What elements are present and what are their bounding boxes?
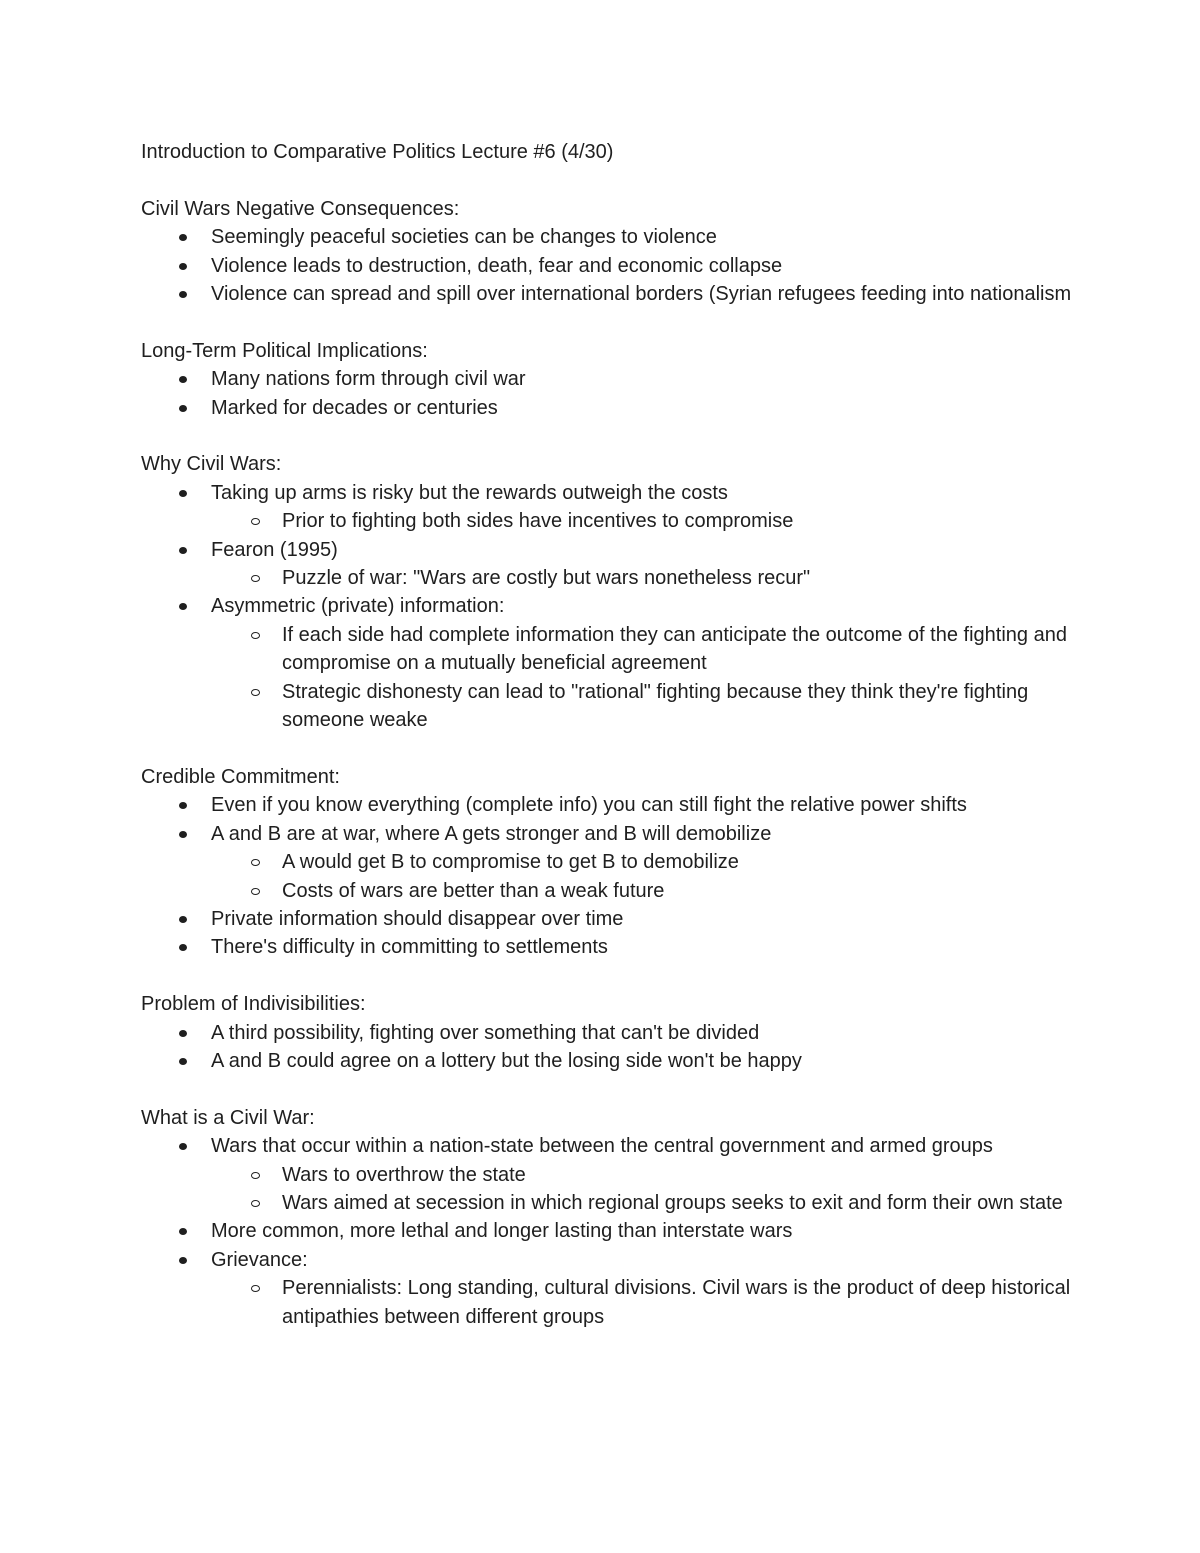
list-item-text: A third possibility, fighting over something that can't be divided bbox=[211, 1021, 760, 1044]
list-item-row bbox=[141, 479, 1101, 507]
section-heading: Problem of Indivisibilities: bbox=[141, 993, 366, 1016]
sub-list-item-row bbox=[141, 564, 1101, 592]
document-page bbox=[141, 138, 1101, 1331]
list-item-row bbox=[141, 1132, 1101, 1160]
sub-list-item-row bbox=[141, 1189, 1101, 1217]
list-item bbox=[141, 1217, 1101, 1245]
sub-bullet-list bbox=[141, 1274, 1101, 1331]
hollow-bullet-icon bbox=[251, 859, 260, 866]
list-item bbox=[141, 394, 1101, 422]
list-item bbox=[141, 820, 1101, 905]
list-item bbox=[141, 280, 1101, 308]
list-item-row bbox=[141, 280, 1101, 308]
sub-list-item-text: Strategic dishonesty can lead to "rational" fighting because they think they're fighting someone weake bbox=[282, 680, 1029, 732]
sub-list-item-row bbox=[141, 621, 1101, 678]
filled-bullet-icon bbox=[179, 234, 187, 241]
sub-list-item bbox=[141, 678, 1101, 735]
list-item-text: Seemingly peaceful societies can be changes to violence bbox=[211, 226, 717, 249]
list-item-row bbox=[141, 791, 1101, 819]
list-item-text: Fearon (1995) bbox=[211, 538, 338, 561]
list-item-row bbox=[141, 252, 1101, 280]
list-item-text: Many nations form through civil war bbox=[211, 368, 526, 391]
hollow-bullet-icon bbox=[251, 1200, 260, 1207]
list-item bbox=[141, 905, 1101, 933]
sub-bullet-list bbox=[141, 507, 1101, 535]
section bbox=[141, 1104, 1101, 1331]
sub-list-item bbox=[141, 1189, 1101, 1217]
sub-list-item bbox=[141, 1161, 1101, 1189]
hollow-bullet-icon bbox=[251, 518, 260, 525]
list-item-row bbox=[141, 933, 1101, 961]
list-item-text: Taking up arms is risky but the rewards outweigh the costs bbox=[211, 481, 728, 504]
list-item-text: Wars that occur within a nation-state between the central government and armed groups bbox=[211, 1135, 993, 1158]
sub-list-item-text: Perennialists: Long standing, cultural divisions. Civil wars is the product of deep historical antipathies between different groups bbox=[282, 1277, 1071, 1328]
sub-list-item-text: Puzzle of war: "Wars are costly but wars nonetheless recur" bbox=[282, 567, 811, 590]
list-item-row bbox=[141, 1246, 1101, 1274]
list-item-text: Violence leads to destruction, death, fear and economic collapse bbox=[211, 254, 783, 277]
list-item-text: Even if you know everything (complete info) you can still fight the relative power shifts bbox=[211, 794, 967, 817]
list-item bbox=[141, 365, 1101, 393]
sub-list-item-row bbox=[141, 1274, 1101, 1331]
sub-bullet-list bbox=[141, 621, 1101, 735]
hollow-bullet-icon bbox=[251, 888, 260, 895]
sub-bullet-list bbox=[141, 848, 1101, 905]
list-item-row bbox=[141, 1047, 1101, 1075]
sub-list-item-text: Wars aimed at secession in which regional groups seeks to exit and form their own state bbox=[282, 1191, 1063, 1214]
filled-bullet-icon bbox=[179, 944, 187, 951]
filled-bullet-icon bbox=[179, 405, 187, 412]
list-item bbox=[141, 1047, 1101, 1075]
section bbox=[141, 195, 1101, 309]
list-item bbox=[141, 1019, 1101, 1047]
list-item bbox=[141, 933, 1101, 961]
bullet-list bbox=[141, 1132, 1101, 1331]
sub-list-item-row bbox=[141, 877, 1101, 905]
list-item-row bbox=[141, 536, 1101, 564]
bullet-list bbox=[141, 365, 1101, 422]
list-item-text: Grievance: bbox=[211, 1248, 308, 1271]
list-item bbox=[141, 223, 1101, 251]
section-heading: Long-Term Political Implications: bbox=[141, 339, 428, 362]
list-item-row bbox=[141, 820, 1101, 848]
sub-list-item bbox=[141, 564, 1101, 592]
sub-list-item-text: If each side had complete information they can anticipate the outcome of the fighting and compromise on a mutually beneficial agreement bbox=[282, 623, 1067, 675]
sub-list-item-row bbox=[141, 507, 1101, 535]
list-item bbox=[141, 791, 1101, 819]
list-item-row bbox=[141, 1019, 1101, 1047]
sub-list-item bbox=[141, 848, 1101, 876]
filled-bullet-icon bbox=[179, 1143, 187, 1150]
list-item-text: More common, more lethal and longer lasting than interstate wars bbox=[211, 1220, 793, 1243]
section bbox=[141, 450, 1101, 734]
filled-bullet-icon bbox=[179, 291, 187, 298]
section-heading: Why Civil Wars: bbox=[141, 453, 282, 476]
filled-bullet-icon bbox=[179, 1058, 187, 1065]
section bbox=[141, 763, 1101, 962]
section-heading: What is a Civil War: bbox=[141, 1106, 315, 1129]
sub-list-item bbox=[141, 507, 1101, 535]
list-item-text: Marked for decades or centuries bbox=[211, 396, 498, 419]
list-item-row bbox=[141, 905, 1101, 933]
list-item-row bbox=[141, 592, 1101, 620]
hollow-bullet-icon bbox=[251, 575, 260, 582]
filled-bullet-icon bbox=[179, 1030, 187, 1037]
sub-list-item-row bbox=[141, 1161, 1101, 1189]
sub-list-item-row bbox=[141, 848, 1101, 876]
hollow-bullet-icon bbox=[251, 1285, 260, 1292]
list-item bbox=[141, 479, 1101, 536]
list-item-text: Asymmetric (private) information: bbox=[211, 595, 505, 618]
list-item-text: There's difficulty in committing to settlements bbox=[211, 936, 608, 959]
list-item bbox=[141, 1132, 1101, 1217]
list-item-text: Violence can spread and spill over international borders (Syrian refugees feeding into nationalism bbox=[211, 283, 1072, 306]
list-item-text: A and B are at war, where A gets stronger and B will demobilize bbox=[211, 822, 772, 845]
filled-bullet-icon bbox=[179, 1257, 187, 1264]
list-item-text: Private information should disappear over time bbox=[211, 907, 624, 930]
sub-list-item-text: A would get B to compromise to get B to demobilize bbox=[282, 851, 739, 874]
filled-bullet-icon bbox=[179, 490, 187, 497]
hollow-bullet-icon bbox=[251, 632, 260, 639]
bullet-list bbox=[141, 1019, 1101, 1076]
document-title: Introduction to Comparative Politics Lecture #6 (4/30) bbox=[141, 141, 614, 163]
filled-bullet-icon bbox=[179, 263, 187, 270]
list-item-row bbox=[141, 1217, 1101, 1245]
sub-list-item-row bbox=[141, 678, 1101, 735]
sub-list-item bbox=[141, 1274, 1101, 1331]
section-heading: Civil Wars Negative Consequences: bbox=[141, 197, 460, 220]
hollow-bullet-icon bbox=[251, 689, 260, 696]
filled-bullet-icon bbox=[179, 1228, 187, 1235]
sub-list-item-text: Wars to overthrow the state bbox=[282, 1163, 526, 1186]
list-item bbox=[141, 1246, 1101, 1331]
filled-bullet-icon bbox=[179, 547, 187, 554]
sub-bullet-list bbox=[141, 564, 1101, 592]
sub-list-item bbox=[141, 621, 1101, 678]
section bbox=[141, 337, 1101, 422]
section bbox=[141, 990, 1101, 1075]
list-item bbox=[141, 592, 1101, 734]
bullet-list bbox=[141, 479, 1101, 735]
sub-bullet-list bbox=[141, 1161, 1101, 1218]
list-item-row bbox=[141, 365, 1101, 393]
bullet-list bbox=[141, 791, 1101, 961]
sub-list-item bbox=[141, 877, 1101, 905]
filled-bullet-icon bbox=[179, 802, 187, 809]
filled-bullet-icon bbox=[179, 831, 187, 838]
sections-container bbox=[141, 195, 1101, 1331]
bullet-list bbox=[141, 223, 1101, 308]
hollow-bullet-icon bbox=[251, 1172, 260, 1179]
list-item-text: A and B could agree on a lottery but the losing side won't be happy bbox=[211, 1049, 802, 1072]
list-item bbox=[141, 252, 1101, 280]
sub-list-item-text: Costs of wars are better than a weak future bbox=[282, 879, 665, 902]
filled-bullet-icon bbox=[179, 376, 187, 383]
list-item bbox=[141, 536, 1101, 593]
section-heading: Credible Commitment: bbox=[141, 765, 340, 788]
list-item-row bbox=[141, 223, 1101, 251]
sub-list-item-text: Prior to fighting both sides have incentives to compromise bbox=[282, 510, 794, 533]
filled-bullet-icon bbox=[179, 603, 187, 610]
filled-bullet-icon bbox=[179, 916, 187, 923]
list-item-row bbox=[141, 394, 1101, 422]
